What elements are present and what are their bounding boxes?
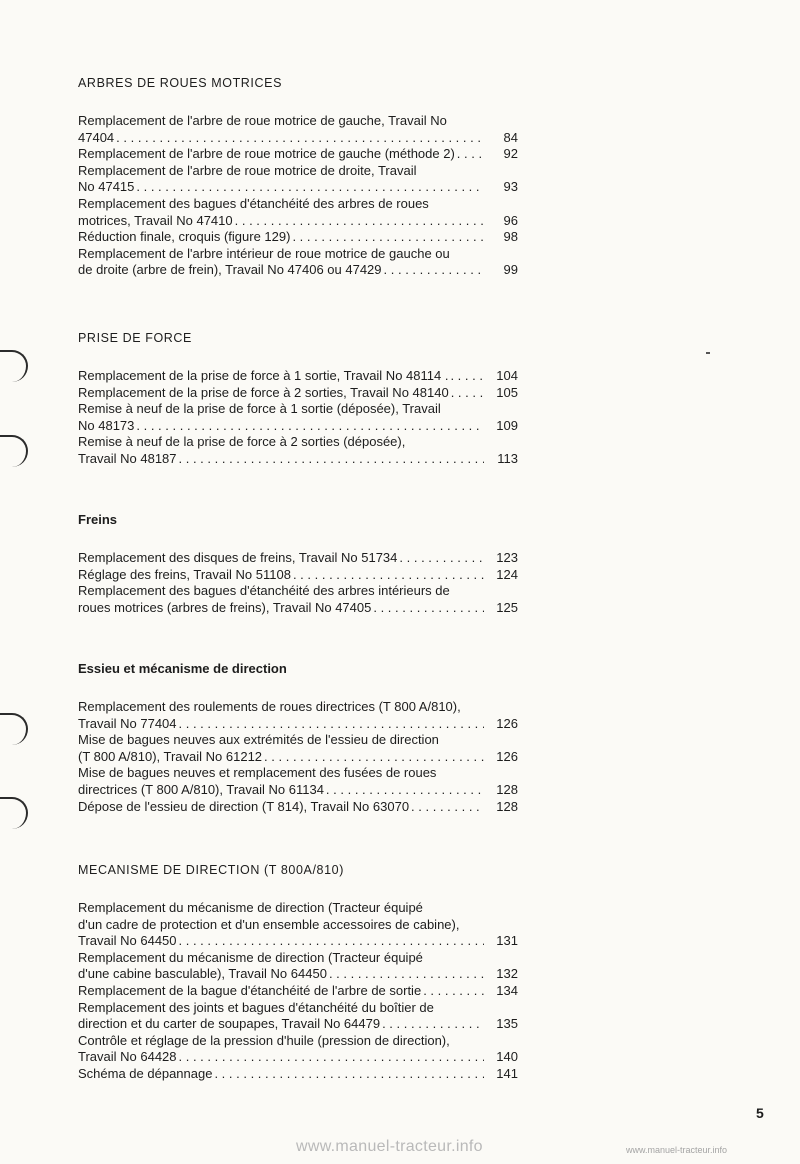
dot-leader xyxy=(179,933,484,950)
toc-page-number: 124 xyxy=(496,566,518,582)
toc-page-number: 132 xyxy=(496,966,518,982)
toc-entry-text: directrices (T 800 A/810), Travail No 61134 xyxy=(78,781,324,797)
toc-entry-text: Remplacement du mécanisme de direction (Tracteur équipé xyxy=(78,949,423,965)
section-heading: MECANISME DE DIRECTION (T 800A/810) xyxy=(78,863,344,877)
toc-entry-line xyxy=(78,196,518,213)
toc-entry-text: Remise à neuf de la prise de force à 1 sortie (déposée), Travail xyxy=(78,401,441,417)
toc-entry-text: d'un cadre de protection et d'un ensemble accessoires de cabine), xyxy=(78,916,460,932)
binder-hole xyxy=(0,797,28,829)
toc-entry-text: No 48173 xyxy=(78,417,135,433)
toc-entry xyxy=(78,196,518,229)
dot-leader xyxy=(457,146,484,163)
toc-entry-text: Remplacement de la prise de force à 1 sortie, Travail No 48114 . xyxy=(78,368,449,383)
toc-page-number: 98 xyxy=(503,229,518,245)
toc-entry-text: Travail No 64450 xyxy=(78,933,177,949)
toc-page-number: 126 xyxy=(496,715,518,731)
toc-entry xyxy=(78,401,518,434)
binder-hole xyxy=(0,435,28,467)
dot-leader xyxy=(382,1016,484,1033)
toc-section-pto xyxy=(78,330,518,468)
toc-entry-text: motrices, Travail No 47410 xyxy=(78,212,233,228)
toc-page-number: 128 xyxy=(496,798,518,814)
toc-entry-line xyxy=(78,749,518,766)
toc-entry-line xyxy=(78,434,518,451)
toc-page-number: 123 xyxy=(496,550,518,565)
toc-entry-text: Remplacement des bagues d'étanchéité des arbres intérieurs de xyxy=(78,583,450,599)
dot-leader xyxy=(451,385,484,402)
dot-leader xyxy=(136,418,484,435)
toc-entry-text: Remplacement des disques de freins, Travail No 51734 xyxy=(78,550,398,565)
toc-entry-text: Remplacement de l'arbre de roue motrice de gauche, Travail No xyxy=(78,113,447,128)
entry-list xyxy=(78,699,518,815)
toc-entry-line xyxy=(78,385,518,402)
toc-page-number: 141 xyxy=(496,1065,518,1081)
binder-hole xyxy=(0,713,28,745)
toc-entry xyxy=(78,900,518,950)
toc-section-brakes xyxy=(78,512,518,616)
dot-leader xyxy=(136,179,484,196)
toc-page-number: 99 xyxy=(503,262,518,278)
toc-entry-line xyxy=(78,418,518,435)
toc-entry-line xyxy=(78,401,518,418)
toc-entry-line xyxy=(78,966,518,983)
toc-entry xyxy=(78,765,518,798)
toc-page-number: 131 xyxy=(496,933,518,949)
dot-leader xyxy=(179,1049,484,1066)
toc-entry-text: de droite (arbre de frein), Travail No 47406 ou 47429 xyxy=(78,262,382,278)
toc-page-number: 109 xyxy=(496,417,518,433)
toc-entry xyxy=(78,368,518,385)
toc-page-number: 126 xyxy=(496,748,518,764)
toc-entry-text: Remplacement de l'arbre intérieur de roue motrice de gauche ou xyxy=(78,245,450,261)
toc-entry xyxy=(78,583,518,616)
toc-entry-line xyxy=(78,1066,518,1083)
entry-list xyxy=(78,113,518,279)
toc-section-drive-shafts xyxy=(78,75,518,279)
section-heading: Freins xyxy=(78,512,118,527)
toc-entry-line xyxy=(78,1033,518,1050)
dot-leader xyxy=(326,782,484,799)
dot-leader xyxy=(384,262,484,279)
toc-entry-line xyxy=(78,983,518,1000)
toc-entry-text: Remplacement des bagues d'étanchéité des arbres de roues xyxy=(78,195,429,211)
toc-entry-line xyxy=(78,765,518,782)
dot-leader xyxy=(450,368,484,385)
dot-leader xyxy=(235,213,484,230)
dot-leader xyxy=(214,1066,484,1083)
toc-entry-line xyxy=(78,900,518,917)
toc-entry-line xyxy=(78,550,518,567)
toc-entry xyxy=(78,434,518,467)
toc-entry-text: Contrôle et réglage de la pression d'huile (pression de direction), xyxy=(78,1032,450,1048)
toc-entry-text: Réglage des freins, Travail No 51108 xyxy=(78,566,291,582)
toc-entry-text: Remplacement des joints et bagues d'étanchéité du boîtier de xyxy=(78,999,434,1015)
toc-entry-text: Mise de bagues neuves et remplacement des fusées de roues xyxy=(78,765,437,781)
toc-entry-line xyxy=(78,1016,518,1033)
toc-entry xyxy=(78,163,518,196)
toc-entry-text: Travail No 64428 xyxy=(78,1049,177,1065)
watermark-small: www.manuel-tracteur.info xyxy=(626,1145,728,1155)
toc-entry-text: (T 800 A/810), Travail No 61212 xyxy=(78,748,263,764)
toc-entry-line xyxy=(78,716,518,733)
toc-entry-text: Remise à neuf de la prise de force à 2 sorties (déposée), xyxy=(78,434,406,450)
toc-entry-line xyxy=(78,1000,518,1017)
toc-page-number: 128 xyxy=(496,781,518,797)
dot-leader xyxy=(264,749,484,766)
toc-entry-text: Travail No 48187 xyxy=(78,450,177,466)
dot-leader xyxy=(373,600,484,617)
toc-entry-line xyxy=(78,583,518,600)
toc-entry xyxy=(78,385,518,402)
toc-entry-line xyxy=(78,917,518,934)
toc-entry-text: Remplacement de la prise de force à 2 sorties, Travail No 48140 xyxy=(78,384,449,400)
toc-section-steering-mechanism xyxy=(78,862,518,1083)
toc-entry-text: Remplacement du mécanisme de direction (Tracteur équipé xyxy=(78,900,423,915)
toc-section-axle-steering xyxy=(78,661,518,815)
toc-entry-text: Remplacement des roulements de roues directrices (T 800 A/810), xyxy=(78,699,461,714)
dot-leader xyxy=(116,130,484,147)
toc-entry-text: 47404 xyxy=(78,129,115,145)
dot-leader xyxy=(399,550,484,567)
toc-entry-line xyxy=(78,246,518,263)
toc-page-number: 134 xyxy=(496,982,518,998)
toc-page-number: 93 xyxy=(503,179,518,195)
toc-page-number: 96 xyxy=(503,212,518,228)
dot-leader xyxy=(293,567,484,584)
toc-entry-line xyxy=(78,229,518,246)
toc-page-number: 104 xyxy=(496,368,518,383)
dot-leader xyxy=(292,229,484,246)
toc-entry-line xyxy=(78,600,518,617)
toc-entry-text: Remplacement de l'arbre de roue motrice de gauche (méthode 2) xyxy=(78,146,455,162)
section-heading: Essieu et mécanisme de direction xyxy=(78,661,287,676)
entry-list xyxy=(78,900,518,1083)
page-number: 5 xyxy=(756,1105,764,1121)
dot-leader xyxy=(179,716,484,733)
toc-entry-line xyxy=(78,163,518,180)
toc-entry xyxy=(78,113,518,146)
toc-entry-line xyxy=(78,1049,518,1066)
toc-entry-text: No 47415 xyxy=(78,179,135,195)
toc-entry-line xyxy=(78,130,518,147)
toc-entry xyxy=(78,1066,518,1083)
toc-entry xyxy=(78,229,518,246)
toc-page-number: 84 xyxy=(503,129,518,145)
toc-entry-text: Remplacement de l'arbre de roue motrice de droite, Travail xyxy=(78,162,417,178)
toc-entry-text: direction et du carter de soupapes, Travail No 64479 xyxy=(78,1016,381,1032)
toc-entry xyxy=(78,799,518,816)
toc-entry xyxy=(78,732,518,765)
toc-entry-text: Schéma de dépannage xyxy=(78,1065,213,1081)
toc-entry-line xyxy=(78,699,518,716)
toc-entry-line xyxy=(78,782,518,799)
toc-entry-line xyxy=(78,567,518,584)
entry-list xyxy=(78,550,518,616)
section-heading: ARBRES DE ROUES MOTRICES xyxy=(78,76,283,90)
toc-page-number: 92 xyxy=(503,146,518,162)
toc-entry-line xyxy=(78,799,518,816)
toc-entry-text: Mise de bagues neuves aux extrémités de l'essieu de direction xyxy=(78,732,439,748)
toc-page-number: 125 xyxy=(496,599,518,615)
dot-leader xyxy=(411,799,484,816)
toc-page-number: 135 xyxy=(496,1016,518,1032)
toc-entry-text: Dépose de l'essieu de direction (T 814), Travail No 63070 xyxy=(78,798,410,814)
toc-entry xyxy=(78,1000,518,1033)
toc-entry xyxy=(78,550,518,567)
dot-leader xyxy=(329,966,484,983)
toc-entry-line xyxy=(78,732,518,749)
toc-entry-line xyxy=(78,213,518,230)
toc-entry-line xyxy=(78,933,518,950)
toc-entry xyxy=(78,246,518,279)
dot-leader xyxy=(179,451,484,468)
toc-page-number: 105 xyxy=(496,384,518,400)
toc-entry-text: d'une cabine basculable), Travail No 64450 xyxy=(78,966,327,982)
toc-entry xyxy=(78,567,518,584)
toc-entry-line xyxy=(78,262,518,279)
toc-entry-line xyxy=(78,179,518,196)
print-speck xyxy=(706,352,710,354)
toc-entry xyxy=(78,146,518,163)
toc-entry-line xyxy=(78,368,518,385)
toc-entry-text: Travail No 77404 xyxy=(78,715,177,731)
toc-entry-line xyxy=(78,451,518,468)
toc-entry-text: roues motrices (arbres de freins), Travail No 47405 xyxy=(78,599,372,615)
toc-entry-line xyxy=(78,950,518,967)
toc-entry-line xyxy=(78,113,518,130)
toc-entry xyxy=(78,950,518,983)
watermark: www.manuel-tracteur.info xyxy=(296,1138,483,1155)
toc-entry xyxy=(78,699,518,732)
entry-list xyxy=(78,368,518,468)
toc-entry xyxy=(78,1033,518,1066)
toc-page-number: 140 xyxy=(496,1049,518,1065)
toc-entry xyxy=(78,983,518,1000)
toc-entry-text: Réduction finale, croquis (figure 129) xyxy=(78,229,291,245)
dot-leader xyxy=(423,983,484,1000)
toc-page-number: 113 xyxy=(497,450,518,466)
toc-entry-line xyxy=(78,146,518,163)
toc-entry-text: Remplacement de la bague d'étanchéité de l'arbre de sortie xyxy=(78,982,422,998)
binder-hole xyxy=(0,350,28,382)
section-heading: PRISE DE FORCE xyxy=(78,331,192,345)
